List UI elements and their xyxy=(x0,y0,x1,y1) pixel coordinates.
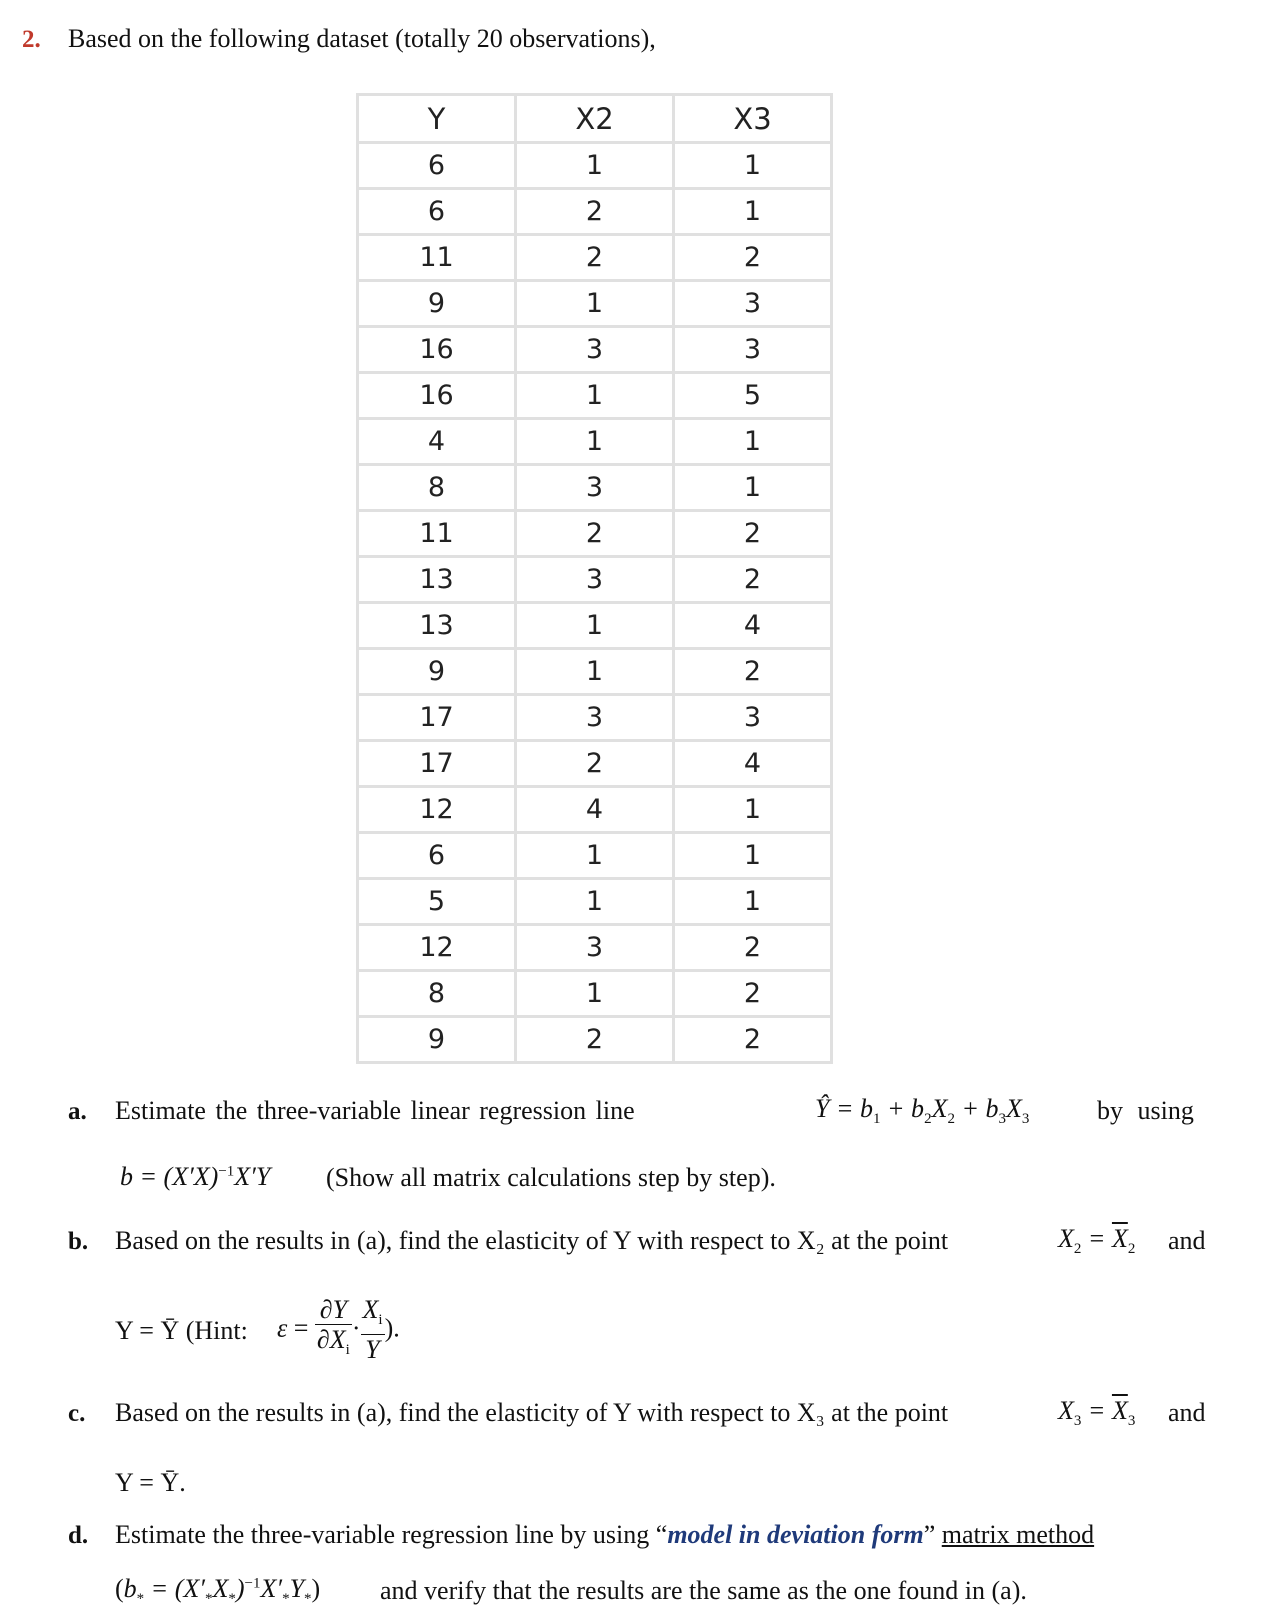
table-row xyxy=(358,557,832,603)
cell-x3: 3 xyxy=(674,327,832,373)
cell-y: 17 xyxy=(358,741,516,787)
part-d-line1 xyxy=(115,1520,1094,1550)
table-row xyxy=(358,695,832,741)
cell-x3: 1 xyxy=(674,189,832,235)
cell-x3: 1 xyxy=(674,879,832,925)
deviation-formula: $(b_* = (X'_*X_*)^{-1}X'_*Y_*)$ xyxy=(115,1574,321,1608)
cell-x3: 3 xyxy=(674,281,832,327)
table-row xyxy=(358,741,832,787)
cell-y: 9 xyxy=(358,1017,516,1063)
cell-x2: 3 xyxy=(516,925,674,971)
cell-x3: 1 xyxy=(674,143,832,189)
table-row xyxy=(358,971,832,1017)
regression-equation: Ŷ = $b_1 + b_2X_2 + b_3X_3$ xyxy=(815,1094,1030,1128)
cell-y: 12 xyxy=(358,787,516,833)
cell-x2: 2 xyxy=(516,189,674,235)
cell-x3: 2 xyxy=(674,557,832,603)
cell-y: 8 xyxy=(358,971,516,1017)
header-x3: X3 xyxy=(674,95,832,143)
table-row xyxy=(358,143,832,189)
cell-y: 5 xyxy=(358,879,516,925)
part-b-line2: Y = Ȳ (Hint: xyxy=(115,1316,248,1345)
cell-y: 4 xyxy=(358,419,516,465)
table-row xyxy=(358,649,832,695)
table-row xyxy=(358,235,832,281)
table-header-row xyxy=(358,95,832,143)
cell-x2: 1 xyxy=(516,603,674,649)
cell-x3: 2 xyxy=(674,925,832,971)
table-row xyxy=(358,787,832,833)
cell-x2: 2 xyxy=(516,511,674,557)
cell-x2: 2 xyxy=(516,235,674,281)
cell-y: 9 xyxy=(358,281,516,327)
part-d-line2: and verify that the results are the same as the one found in (a). xyxy=(380,1576,1027,1605)
cell-x2: 3 xyxy=(516,327,674,373)
part-a-line2: (Show all matrix calculations step by step). xyxy=(326,1163,776,1192)
table-row xyxy=(358,833,832,879)
table-row xyxy=(358,465,832,511)
cell-x2: 4 xyxy=(516,787,674,833)
cell-y: 9 xyxy=(358,649,516,695)
cell-x3: 1 xyxy=(674,787,832,833)
cell-x2: 1 xyxy=(516,971,674,1017)
cell-x3: 2 xyxy=(674,511,832,557)
cell-x2: 1 xyxy=(516,419,674,465)
cell-x3: 1 xyxy=(674,419,832,465)
table-row xyxy=(358,189,832,235)
cell-y: 16 xyxy=(358,327,516,373)
cell-x3: 2 xyxy=(674,1017,832,1063)
table-row xyxy=(358,327,832,373)
cell-x2: 3 xyxy=(516,695,674,741)
cell-y: 6 xyxy=(358,833,516,879)
cell-x2: 1 xyxy=(516,833,674,879)
question-number: 2. xyxy=(22,26,41,53)
cell-x2: 2 xyxy=(516,1017,674,1063)
part-d-underlined: matrix method xyxy=(941,1520,1095,1549)
part-a-tail: by using xyxy=(1097,1096,1194,1125)
cell-y: 6 xyxy=(358,143,516,189)
ols-formula: $b = (X'X)^{-1}X'Y$ xyxy=(120,1162,271,1191)
cell-y: 17 xyxy=(358,695,516,741)
part-c-text: Based on the results in (a), find the elasticity of Y with respect to X₃ at the point xyxy=(115,1398,949,1427)
cell-y: 11 xyxy=(358,235,516,281)
table-row xyxy=(358,511,832,557)
cell-y: 8 xyxy=(358,465,516,511)
cell-x3: 1 xyxy=(674,465,832,511)
cell-x2: 1 xyxy=(516,143,674,189)
part-d-mid: ” xyxy=(923,1520,942,1549)
cell-y: 13 xyxy=(358,603,516,649)
part-c-tail: and xyxy=(1168,1398,1206,1427)
table-row xyxy=(358,925,832,971)
part-b-label: b. xyxy=(68,1228,89,1255)
cell-x2: 1 xyxy=(516,649,674,695)
cell-x3: 4 xyxy=(674,603,832,649)
table-row xyxy=(358,281,832,327)
cell-y: 16 xyxy=(358,373,516,419)
part-d-prefix: Estimate the three-variable regression line by using “ xyxy=(115,1520,668,1549)
table-row xyxy=(358,1017,832,1063)
cell-y: 12 xyxy=(358,925,516,971)
cell-x3: 2 xyxy=(674,649,832,695)
part-d-label: d. xyxy=(68,1522,89,1549)
part-d-emphasis: model in deviation form xyxy=(667,1520,924,1549)
cell-x3: 2 xyxy=(674,235,832,281)
elasticity-hint-formula: ε = $\frac{\partial Y}{\partial X_i}$ · $\frac{X_i}{Y}$ ). xyxy=(277,1295,400,1365)
cell-x3: 1 xyxy=(674,833,832,879)
part-a-text: Estimate the three-variable linear regression line xyxy=(115,1096,635,1125)
header-x2: X2 xyxy=(516,95,674,143)
cell-x2: 1 xyxy=(516,879,674,925)
point-x2-equation: $X_2 = \overline{X}_2$ xyxy=(1058,1224,1136,1258)
table-row xyxy=(358,879,832,925)
header-y: Y xyxy=(358,95,516,143)
cell-x2: 3 xyxy=(516,465,674,511)
cell-x3: 5 xyxy=(674,373,832,419)
cell-y: 11 xyxy=(358,511,516,557)
cell-x3: 2 xyxy=(674,971,832,1017)
cell-x2: 1 xyxy=(516,373,674,419)
cell-x3: 3 xyxy=(674,695,832,741)
part-c-label: c. xyxy=(68,1400,86,1427)
point-x3-equation: $X_3 = \overline{X}_3$ xyxy=(1058,1396,1136,1430)
table-row xyxy=(358,603,832,649)
cell-x2: 3 xyxy=(516,557,674,603)
cell-x3: 4 xyxy=(674,741,832,787)
cell-y: 6 xyxy=(358,189,516,235)
part-a-label: a. xyxy=(68,1098,87,1125)
part-b-tail: and xyxy=(1168,1226,1206,1255)
part-b-text: Based on the results in (a), find the elasticity of Y with respect to X₂ at the point xyxy=(115,1226,949,1255)
table-row xyxy=(358,419,832,465)
cell-x2: 1 xyxy=(516,281,674,327)
question-text: Based on the following dataset (totally 20 observations), xyxy=(68,24,656,53)
cell-x2: 2 xyxy=(516,741,674,787)
part-c-line2: Y = Ȳ. xyxy=(115,1468,186,1497)
dataset-table xyxy=(356,93,833,1064)
table-row xyxy=(358,373,832,419)
cell-y: 13 xyxy=(358,557,516,603)
